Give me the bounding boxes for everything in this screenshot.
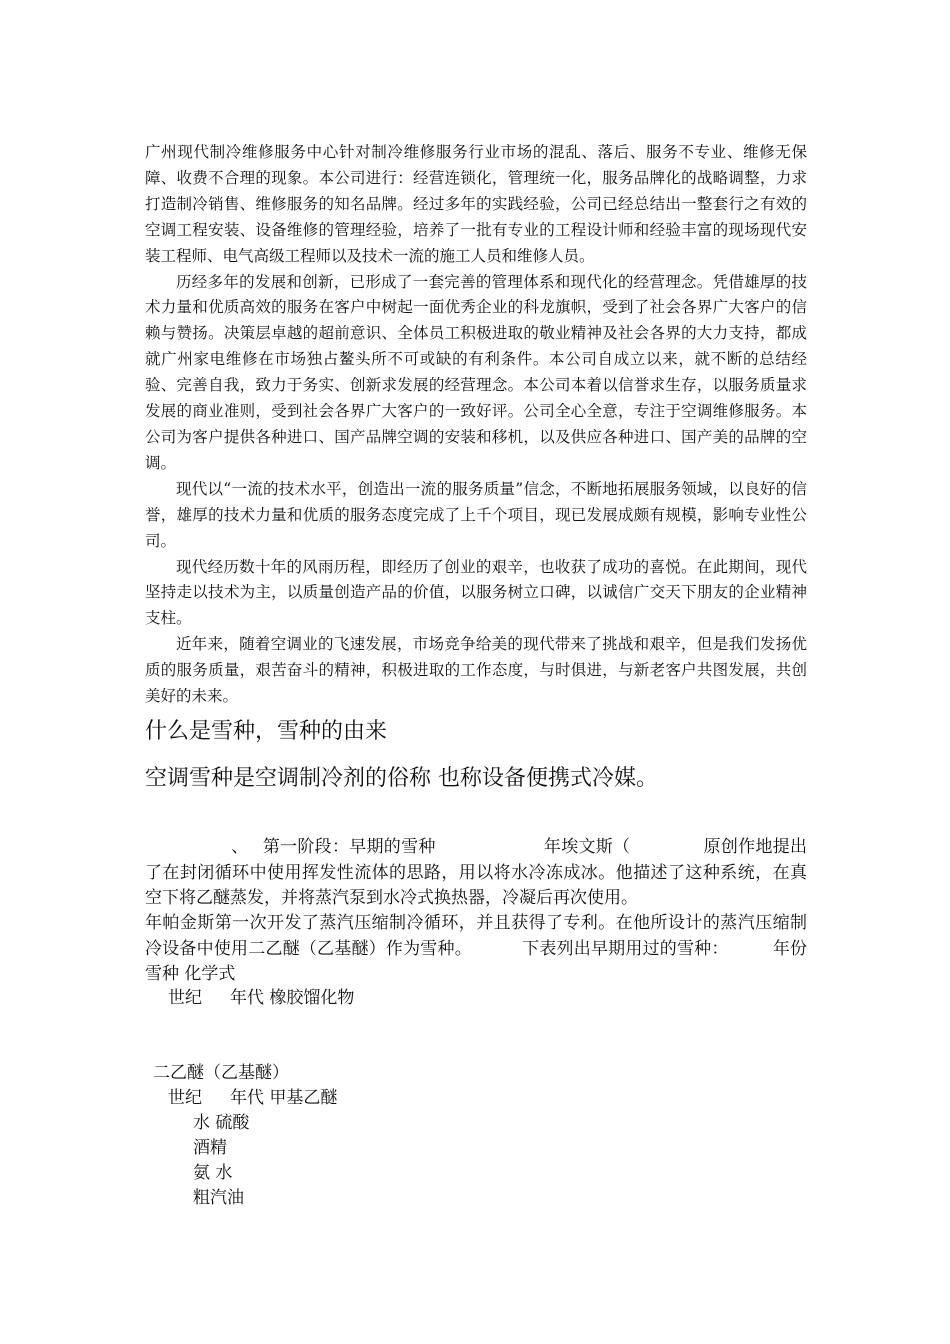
table-row: 二乙醚（乙基醚） [153, 1063, 289, 1083]
table-row: 粗汽油 [193, 1188, 244, 1208]
stage-separator: 、 [231, 837, 249, 857]
stage-person: 年埃文斯（ [543, 837, 631, 857]
early-refrigerant-paragraph [145, 835, 807, 912]
patent-text: 年帕金斯第一次开发了蒸汽压缩制冷循环，并且获得了专利。在他所设计的蒸汽压缩制冷设备中使用二乙醚（乙基醚）作为雪种。 [145, 913, 807, 959]
table-header-refrigerant: 雪种 [145, 964, 179, 984]
intro-paragraph: 历经多年的发展和创新，已形成了一套完善的管理体系和现代化的经营理念。凭借雄厚的技术力量和优质高效的服务在客户中树起一面优秀企业的科龙旗帜，受到了社会各界广大客户的信赖与赞扬。决策层卓越的超前意识、全体员工积极进取的敬业精神及社会各界的大力支持，都成就广州家电维修在市场独占鳌头所不可或缺的有利条件。本公司自成立以来，就不断的总结经验、完善自我，致力于务实、创新求发展的经营理念。本公司本着以信誉求生存，以服务质量求发展的商业准则，受到社会各界广大客户的一致好评。公司全心全意，专注于空调维修服务。本公司为客户提供各种进口、国产品牌空调的安装和移机，以及供应各种进口、国产美的品牌的空调。 [145, 272, 807, 472]
table-row: 世纪 年代 甲基乙醚 [168, 1088, 338, 1108]
stage-title: 第一阶段：早期的雪种 [262, 837, 436, 857]
table-row: 氨 水 [193, 1163, 233, 1183]
intro-paragraph: 广州现代制冷维修服务中心针对制冷维修服务行业市场的混乱、落后、服务不专业、维修无保障、收费不合理的现象。本公司进行：经营连锁化，管理统一化，服务品牌化的战略调整，力求打造制冷销售、维修服务的知名品牌。经过多年的实践经验，公司已经总结出一整套行之有效的空调工程安装、设备维修的管理经验，培养了一批有专业的工程设计师和经验丰富的现场现代安装工程师、电气高级工程师以及技术一流的施工人员和维修人员。 [145, 143, 807, 265]
stage-description: 原创作地提出了在封闭循环中使用挥发性流体的思路，用以将水冷冻成冰。他描述了这种系统，在真空下将乙醚蒸发，并将蒸汽泵到水冷式换热器，冷凝后再次使用。 [145, 837, 808, 908]
company-intro-section [145, 140, 807, 710]
section-subheading: 空调雪种是空调制冷剂的俗称 也称设备便携式冷媒。 [145, 766, 658, 791]
section-heading: 什么是雪种，雪种的由来 [145, 719, 388, 744]
patent-paragraph [145, 911, 807, 988]
table-row: 酒精 [193, 1138, 227, 1158]
table-header-year: 年份 [772, 938, 808, 959]
table-row: 世纪 年代 橡胶馏化物 [168, 988, 355, 1008]
intro-paragraph: 现代以“一流的技术水平，创造出一流的服务质量”信念，不断地拓展服务领域，以良好的信誉，雄厚的技术力量和优质的服务态度完成了上千个项目，现已发展成颇有规模，影响专业性公司。 [145, 479, 807, 550]
table-header-formula: 化学式 [184, 964, 236, 984]
table-intro: 下表列出早期用过的雪种： [521, 938, 729, 959]
intro-paragraph: 近年来，随着空调业的飞速发展，市场竞争给美的现代带来了挑战和艰辛，但是我们发扬优质的服务质量，艰苦奋斗的精神，积极进取的工作态度，与时俱进，与新老客户共图发展，共创美好的未来。 [145, 635, 807, 706]
intro-paragraph: 现代经历数十年的风雨历程，即经历了创业的艰辛，也收获了成功的喜悦。在此期间，现代坚持走以技术为主，以质量创造产品的价值，以服务树立口碑，以诚信广交天下朋友的企业精神支柱。 [145, 557, 807, 628]
table-row: 水 硫酸 [193, 1113, 250, 1133]
